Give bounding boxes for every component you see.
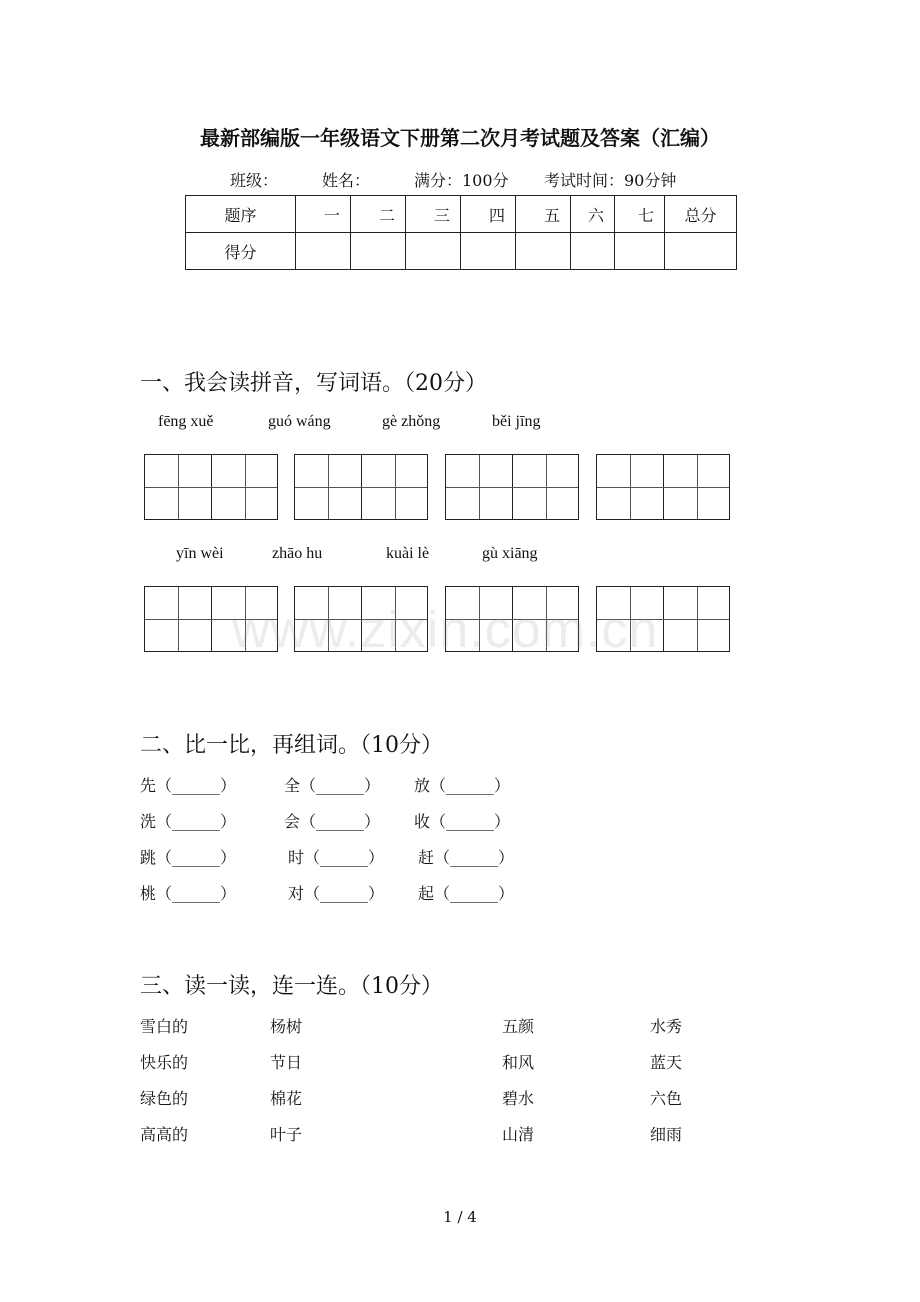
col-6: 六 <box>571 196 615 233</box>
compare-item: 会（______） <box>284 812 381 831</box>
watermark: www.zixin.com.cn <box>232 601 659 659</box>
section1-heading: 一、我会读拼音，写词语。（20分） <box>140 371 487 396</box>
match-word: 细雨 <box>650 1125 683 1144</box>
match-word: 棉花 <box>270 1089 303 1108</box>
match-word: 雪白的 <box>140 1017 189 1036</box>
section2-heading: 二、比一比，再组词。（10分） <box>140 733 443 758</box>
score-table <box>185 195 737 270</box>
compare-item: 对（______） <box>288 884 385 903</box>
match-word: 快乐的 <box>140 1053 189 1072</box>
score-cell[interactable] <box>665 233 737 270</box>
pinyin-label: běi jīng <box>492 413 541 430</box>
score-cell[interactable] <box>615 233 665 270</box>
score-cell[interactable] <box>571 233 615 270</box>
match-word: 节日 <box>270 1053 303 1072</box>
match-word: 水秀 <box>650 1017 683 1036</box>
match-word: 碧水 <box>502 1089 535 1108</box>
full-score: 满分：100分 <box>414 171 509 190</box>
compare-item: 起（______） <box>418 884 515 903</box>
match-word: 和风 <box>502 1053 535 1072</box>
table-row <box>186 233 737 270</box>
col-4: 四 <box>461 196 516 233</box>
compare-item: 全（______） <box>284 776 381 795</box>
pinyin-label: zhāo hu <box>272 545 323 562</box>
match-word: 高高的 <box>140 1125 189 1144</box>
col-2: 二 <box>351 196 406 233</box>
match-word: 杨树 <box>270 1017 303 1036</box>
row-label-order: 题序 <box>186 196 296 233</box>
col-total: 总分 <box>665 196 737 233</box>
pinyin-label: gù xiāng <box>482 545 538 562</box>
col-1: 一 <box>296 196 351 233</box>
score-cell[interactable] <box>296 233 351 270</box>
row-label-score: 得分 <box>186 233 296 270</box>
pinyin-label: guó wáng <box>268 413 331 430</box>
match-word: 绿色的 <box>140 1089 189 1108</box>
col-7: 七 <box>615 196 665 233</box>
table-row <box>186 196 737 233</box>
compare-item: 先（______） <box>140 776 237 795</box>
compare-item: 洗（______） <box>140 812 237 831</box>
compare-item: 赶（______） <box>418 848 515 867</box>
score-cell[interactable] <box>516 233 571 270</box>
pinyin-label: fēng xuě <box>158 413 214 430</box>
compare-item: 跳（______） <box>140 848 237 867</box>
compare-item: 收（______） <box>414 812 511 831</box>
score-cell[interactable] <box>351 233 406 270</box>
score-cell[interactable] <box>406 233 461 270</box>
match-word: 六色 <box>650 1089 683 1108</box>
match-word: 五颜 <box>502 1017 535 1036</box>
compare-item: 时（______） <box>288 848 385 867</box>
pinyin-label: kuài lè <box>386 545 430 562</box>
name-label: 姓名： <box>322 171 371 190</box>
writing-grid[interactable] <box>144 454 278 520</box>
col-5: 五 <box>516 196 571 233</box>
pinyin-label: gè zhǒng <box>382 413 441 430</box>
compare-item: 放（______） <box>414 776 511 795</box>
compare-item: 桃（______） <box>140 884 237 903</box>
match-word: 山清 <box>502 1125 535 1144</box>
class-label: 班级： <box>230 171 279 190</box>
match-word: 蓝天 <box>650 1053 683 1072</box>
writing-grid[interactable] <box>294 454 428 520</box>
exam-time: 考试时间：90分钟 <box>544 171 677 190</box>
writing-grid[interactable] <box>596 454 730 520</box>
pinyin-label: yīn wèi <box>176 545 224 562</box>
col-3: 三 <box>406 196 461 233</box>
score-cell[interactable] <box>461 233 516 270</box>
writing-grid[interactable] <box>445 454 579 520</box>
page-number: 1 / 4 <box>443 1208 477 1226</box>
section3-heading: 三、读一读，连一连。（10分） <box>140 974 443 999</box>
page-title: 最新部编版一年级语文下册第二次月考试题及答案（汇编） <box>200 126 720 150</box>
match-word: 叶子 <box>270 1125 303 1144</box>
